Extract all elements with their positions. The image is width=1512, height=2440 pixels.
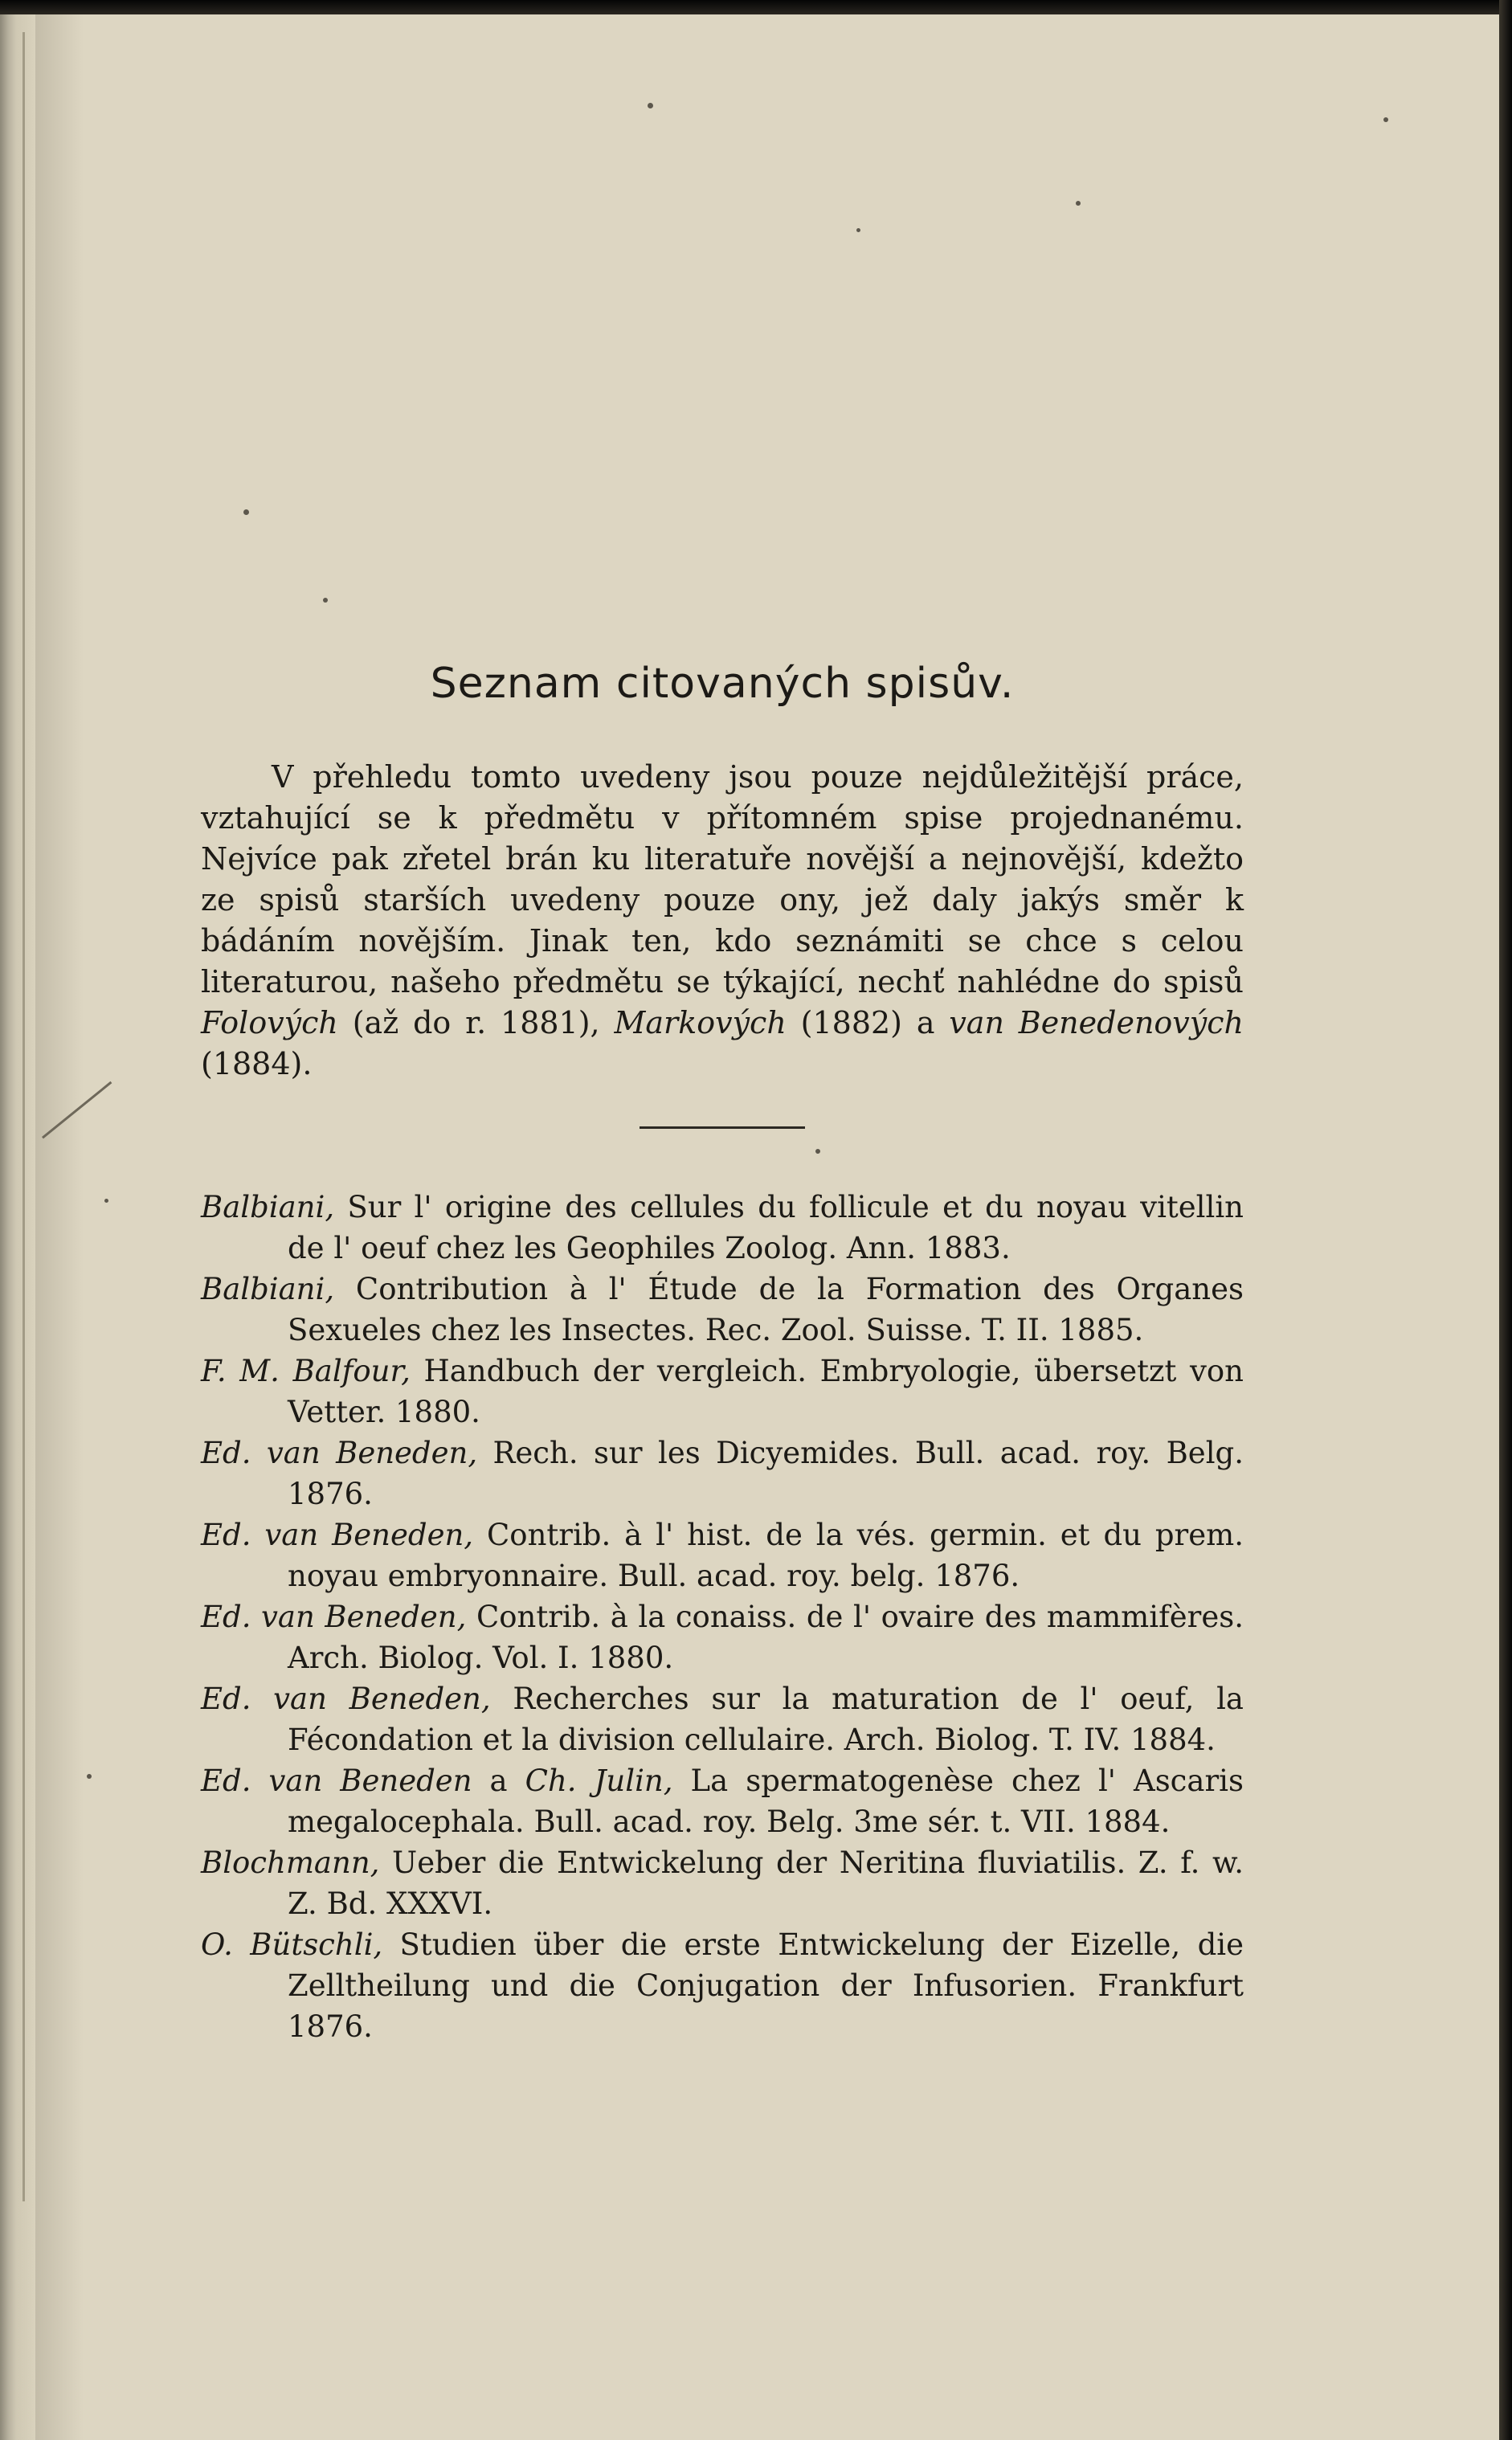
- paper-speck: [323, 598, 328, 603]
- section-divider: [640, 1126, 805, 1129]
- intro-author: Markových: [614, 1005, 787, 1041]
- reference-item: [201, 1760, 1244, 1842]
- reference-text: Handbuch der vergleich. Embryologie, übersetzt von Vetter. 1880.: [288, 1354, 1244, 1430]
- intro-text: V přehledu tomto uvedeny jsou pouze nejdůležitější práce, vztahující se k předmětu v přítomném spise projednanému. Nejvíce pak zřetel brán ku literatuře novější a nejnovější, kdežto ze spisů starších uvedeny pouze ony, jež daly jakýs směr k bádáním novějším. Jinak ten, kdo seznámiti se chce s celou literaturou, našeho předmětu se týkající, nechť nahlédne do spisů: [201, 759, 1244, 1000]
- intro-paragraph: [201, 757, 1244, 1085]
- reference-text: Contrib. à la conaiss. de l' ovaire des mammifères. Arch. Biolog. Vol. I. 1880.: [288, 1600, 1244, 1676]
- reference-item: [201, 1433, 1244, 1514]
- page-binding-edge: [0, 0, 35, 2440]
- reference-text: Sur l' origine des cellules du follicule et du noyau vitellin de l' oeuf chez les Geophiles Zoolog. Ann. 1883.: [288, 1190, 1244, 1266]
- reference-item: [201, 1351, 1244, 1433]
- page-title: Seznam citovaných spisův.: [430, 660, 1015, 708]
- intro-text: (1884).: [201, 1046, 313, 1082]
- reference-item: [201, 1596, 1244, 1678]
- reference-coauthor: Ch. Julin,: [525, 1764, 673, 1799]
- paper-speck: [243, 509, 249, 515]
- paper-speck: [1383, 117, 1388, 122]
- paper-speck: [856, 228, 860, 232]
- scan-frame-right: [1499, 0, 1512, 2440]
- paper-speck: [87, 1774, 92, 1779]
- reference-text: Contrib. à l' hist. de la vés. germin. et du prem. noyau embryonnaire. Bull. acad. roy. belg. 1876.: [288, 1518, 1244, 1594]
- reference-item: [201, 1678, 1244, 1760]
- reference-list: [201, 1187, 1244, 2047]
- reference-item: [201, 1924, 1244, 2047]
- page-content: [201, 659, 1244, 2047]
- reference-author: Balbiani,: [201, 1190, 335, 1225]
- reference-author: Ed. van Beneden,: [201, 1600, 467, 1635]
- reference-item: [201, 1187, 1244, 1269]
- reference-text: Contribution à l' Étude de la Formation des Organes Sexueles chez les Insectes. Rec. Zool. Suisse. T. II. 1885.: [288, 1272, 1244, 1348]
- intro-text: (1882) a: [786, 1005, 950, 1041]
- intro-text: (až do r. 1881),: [337, 1005, 615, 1041]
- reference-connector: a: [472, 1764, 525, 1799]
- intro-author: van Benedenových: [949, 1005, 1244, 1041]
- paper-speck: [1076, 201, 1081, 206]
- reference-text: Ueber die Entwickelung der Neritina fluviatilis. Z. f. w. Z. Bd. XXXVI.: [288, 1845, 1244, 1922]
- reference-author: Ed. van Beneden,: [201, 1518, 474, 1553]
- reference-author: Blochmann,: [201, 1845, 380, 1881]
- reference-author: Ed. van Beneden,: [201, 1682, 491, 1717]
- reference-author: Balbiani,: [201, 1272, 335, 1307]
- reference-author: O. Bütschli,: [201, 1927, 383, 1963]
- reference-item: [201, 1269, 1244, 1351]
- reference-text: Studien über die erste Entwickelung der Eizelle, die Zelltheilung und die Conjugation der Infusorien. Frankfurt 1876.: [288, 1927, 1244, 2045]
- reference-item: [201, 1842, 1244, 1924]
- reference-author: Ed. van Beneden,: [201, 1436, 478, 1471]
- scan-frame-top: [0, 0, 1512, 14]
- binding-shadow: [35, 0, 84, 2440]
- paper-speck: [104, 1199, 108, 1203]
- intro-author: Folových: [201, 1005, 338, 1041]
- reference-text: La spermatogenèse chez l' Ascaris megalocephala. Bull. acad. roy. Belg. 3me sér. t. VII. 1884.: [288, 1764, 1244, 1840]
- reference-author: F. M. Balfour,: [201, 1354, 411, 1389]
- reference-item: [201, 1514, 1244, 1596]
- reference-text: Recherches sur la maturation de l' oeuf, la Fécondation et la division cellulaire. Arch. Biolog. T. IV. 1884.: [288, 1682, 1244, 1758]
- paper-speck: [648, 103, 653, 108]
- binding-line: [22, 32, 25, 2201]
- reference-author: Ed. van Beneden: [201, 1764, 472, 1799]
- reference-text: Rech. sur les Dicyemides. Bull. acad. roy. Belg. 1876.: [288, 1436, 1244, 1512]
